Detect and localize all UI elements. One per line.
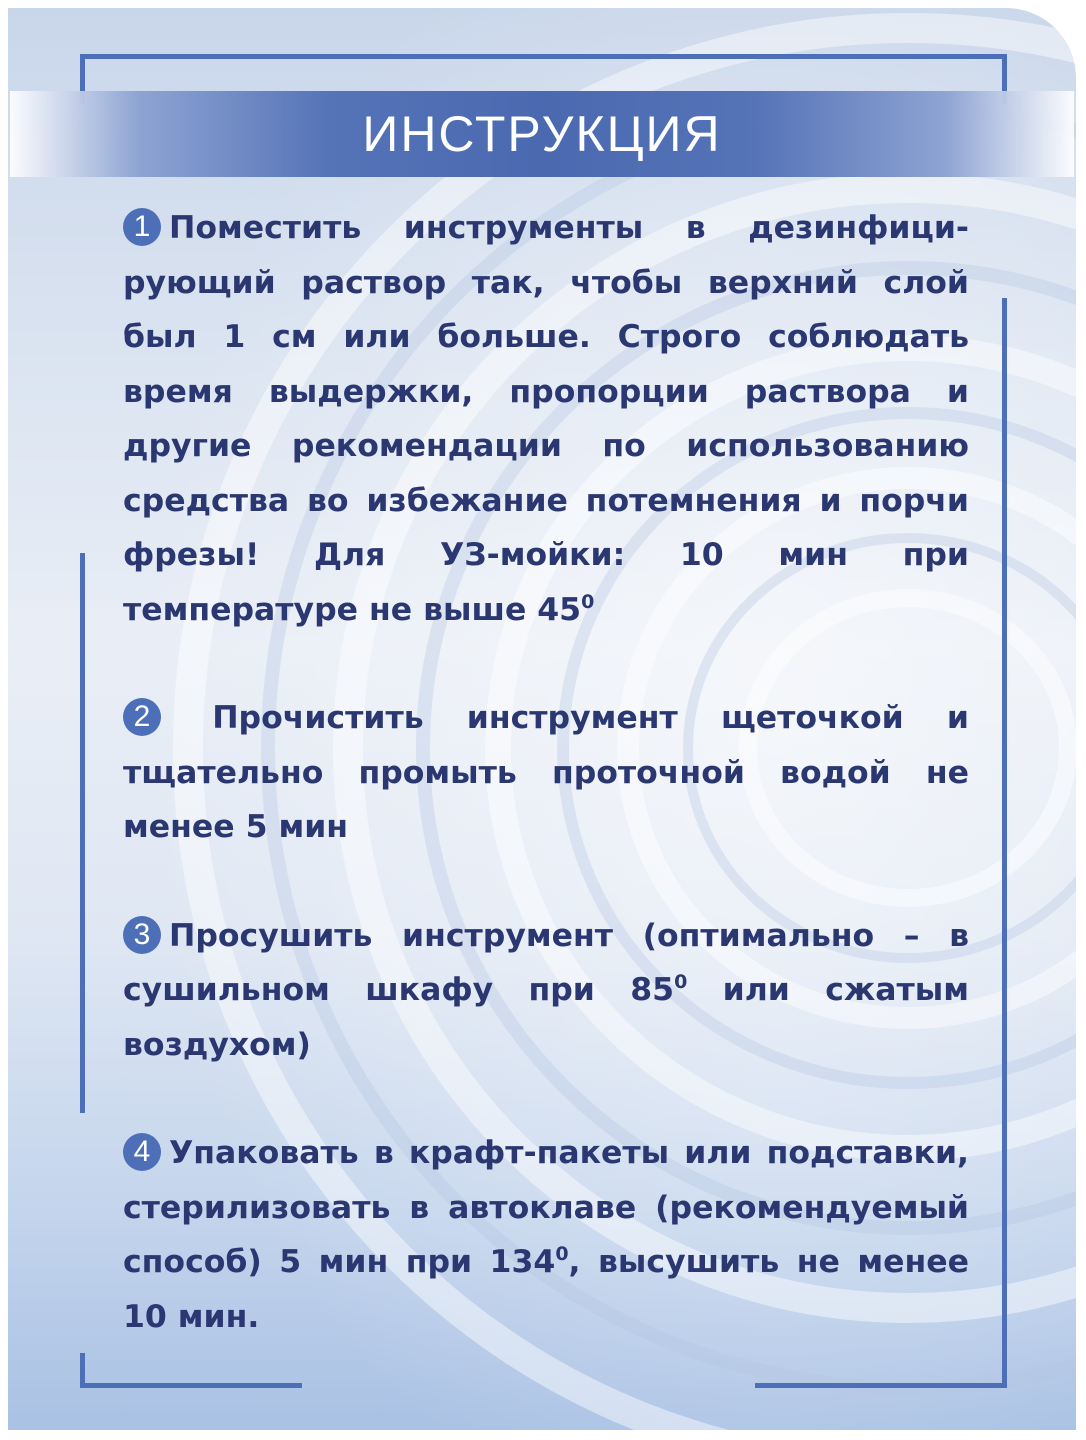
- instruction-card: [8, 8, 1076, 1430]
- step-number-3: 3: [123, 916, 161, 954]
- step-2-text: Прочистить инструмент щеточкой и тщательно промыть проточной водой не менее 5 мин: [123, 700, 969, 845]
- step-4-tail: , высушить не менее 10 мин.: [123, 1244, 969, 1335]
- frame-line-right: [1002, 298, 1007, 1388]
- step-3-tail: или сжатым воздухом): [123, 972, 969, 1063]
- step-1-degree: 0: [581, 590, 595, 613]
- frame-line-left: [80, 553, 85, 1113]
- step-4-degree: 0: [555, 1243, 569, 1265]
- step-4: [123, 1126, 969, 1344]
- page-title: ИНСТРУКЦИЯ: [362, 106, 722, 162]
- frame-line-bottom-left: [80, 1383, 302, 1388]
- step-number-1: 1: [123, 208, 161, 246]
- step-number-4: 4: [123, 1133, 161, 1171]
- instruction-steps: [123, 201, 969, 1344]
- step-3-degree: 0: [674, 971, 688, 993]
- step-1-text: Поместить инструменты в дезинфицирующий раствор так, чтобы верхний слой был 1 см или больше. Строго соблюдать время выдержки, пропорции раствора и другие рекомендации по использованию средства во избежание потемнения и порчи фрезы! Для УЗ-мойки: 10 мин при температуре не выше 45: [123, 210, 969, 628]
- step-number-2: 2: [123, 698, 161, 736]
- step-2: [123, 691, 969, 855]
- step-3-text: Просушить инструмент (оптимально – в сушильном шкафу при 85: [123, 917, 969, 1008]
- frame-line-top: [80, 54, 1007, 59]
- title-banner: [10, 91, 1074, 177]
- step-1: [123, 201, 969, 637]
- step-4-text: Упаковать в крафт-пакеты или подставки, стерилизовать в автоклаве (рекомендуемый способ) 5 мин при 134: [123, 1135, 969, 1280]
- frame-line-bottom-right: [755, 1383, 1007, 1388]
- step-3: [123, 909, 969, 1073]
